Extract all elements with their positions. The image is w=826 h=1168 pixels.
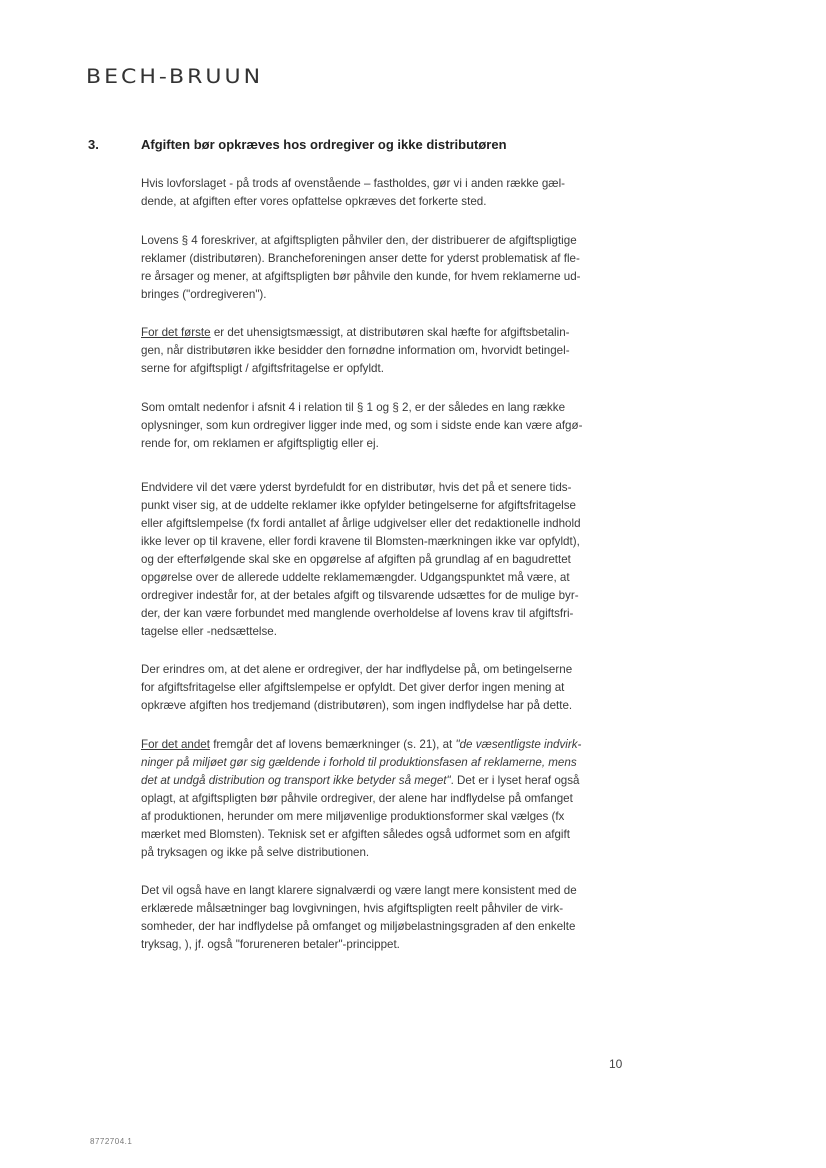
text-line: rende for, om reklamen er afgiftspligtig eller ej. xyxy=(141,436,379,450)
page-number: 10 xyxy=(609,1057,623,1071)
section-number: 3. xyxy=(88,137,99,152)
text-line: opkræve afgiften hos tredjemand (distributøren), som ingen indflydelse har på dette. xyxy=(141,699,573,712)
paragraph-7 xyxy=(141,736,631,862)
text-line: ikke lever op til kravene, eller fordi kravene til Blomsten-mærkningen ikke var opfyldt), xyxy=(141,534,580,548)
underlined-lead: For det første xyxy=(141,326,211,339)
text-line: reklamer (distributøren). Brancheforeningen anser dette for yderst problematisk af fle- xyxy=(141,251,580,265)
quote-fragment: "de væsentligste indvirk- xyxy=(455,737,582,751)
underlined-lead: For det andet xyxy=(141,737,210,751)
text-fragment: fremgår det af lovens bemærkninger (s. 21), at xyxy=(209,737,456,751)
text-line: eller afgiftslempelse (fx fordi antallet af årlige udgivelser eller det redaktionelle indhold xyxy=(141,516,581,530)
paragraph-3 xyxy=(141,324,631,378)
text-line: erklærede målsætninger bag lovgivningen, hvis afgiftspligten reelt påhviler de virk- xyxy=(141,902,564,915)
company-logo: BECH-BRUUN xyxy=(86,66,264,89)
text-line: Hvis lovforslaget - på trods af ovenstående – fastholdes, gør vi i anden række gæl- xyxy=(141,177,566,190)
text-line: Det vil også have en langt klarere signalværdi og være langt mere konsistent med de xyxy=(141,884,577,897)
text-line: ordregiver indestår for, at der betales afgift og tilsvarende udsættes for de mulige byr- xyxy=(141,588,579,602)
text-line: og der efterfølgende skal ske en opgørelse af afgiften på grundlag af en bagudrettet xyxy=(141,552,571,566)
text-line: dende, at afgiften efter vores opfattelse opkræves det forkerte sted. xyxy=(141,195,487,208)
quote-fragment: det at undgå distribution og transport ikke betyder så meget" xyxy=(141,773,451,787)
paragraph-6 xyxy=(141,661,631,715)
quote-line: ninger på miljøet gør sig gældende i forhold til produktionsfasen af reklamerne, mens xyxy=(141,755,577,769)
text-line xyxy=(141,736,631,754)
text-line: Som omtalt nedenfor i afsnit 4 i relation til § 1 og § 2, er der således en lang række xyxy=(141,400,566,414)
text-line: punkt viser sig, at de uddelte reklamer ikke opfylder betingelserne for afgiftsfritagelse xyxy=(141,498,576,512)
text-line: tagelse eller -nedsættelse. xyxy=(141,624,277,638)
text-line: gen, når distributøren ikke besidder den fornødne information om, hvorvidt betingel- xyxy=(141,344,570,357)
text-line: oplagt, at afgiftspligten bør påhvile ordregiver, der alene har indflydelse på omfanget xyxy=(141,791,573,805)
paragraph-1 xyxy=(141,175,631,211)
text-line: mærket med Blomsten). Teknisk set er afgiften således også udformet som en afgift xyxy=(141,827,570,841)
document-id: 8772704.1 xyxy=(90,1137,133,1146)
text-line: af produktionen, herunder om mere miljøvenlige produktionsformer skal vælges (fx xyxy=(141,809,565,823)
paragraph-4 xyxy=(141,399,631,453)
text-line: serne for afgiftspligt / afgiftsfritagelse er opfyldt. xyxy=(141,362,384,375)
text-line: der, der kan være forbundet med manglende overholdelse af lovens krav til afgiftsfri- xyxy=(141,606,574,620)
text-line xyxy=(141,772,631,790)
text-fragment: er det uhensigtsmæssigt, at distributøren skal hæfte for afgiftsbetalin- xyxy=(210,326,570,339)
paragraph-5 xyxy=(141,479,631,641)
text-line: somheder, der har indflydelse på omfanget og miljøbelastningsgraden af den enkelte xyxy=(141,920,576,933)
text-line: opgørelse over de allerede uddelte reklamemængder. Udgangspunktet må være, at xyxy=(141,570,570,584)
text-line xyxy=(141,324,631,342)
text-line: for afgiftsfritagelse eller afgiftslempelse er opfyldt. Det giver derfor ingen mening at xyxy=(141,681,565,694)
text-line: oplysninger, som kun ordregiver ligger inde med, og som i sidste ende kan være afgø- xyxy=(141,418,583,432)
paragraph-8 xyxy=(141,882,631,954)
document-body xyxy=(141,175,631,975)
text-line: bringes ("ordregiveren"). xyxy=(141,287,267,301)
text-line: tryksag, ), jf. også "forureneren betaler"-princippet. xyxy=(141,938,400,951)
paragraph-2 xyxy=(141,232,631,304)
text-line: Lovens § 4 foreskriver, at afgiftspligten påhviler den, der distribuerer de afgiftspligtige xyxy=(141,233,577,247)
text-line: re årsager og mener, at afgiftspligten bør påhvile den kunde, for hvem reklamerne ud- xyxy=(141,269,581,283)
text-line: på tryksagen og ikke på selve distributionen. xyxy=(141,845,370,859)
text-fragment: . Det er i lyset heraf også xyxy=(450,773,580,787)
text-line: Der erindres om, at det alene er ordregiver, der har indflydelse på, om betingelserne xyxy=(141,663,573,676)
section-title: Afgiften bør opkræves hos ordregiver og ikke distributøren xyxy=(141,137,507,152)
text-line: Endvidere vil det være yderst byrdefuldt for en distributør, hvis det på et senere tids- xyxy=(141,480,572,494)
